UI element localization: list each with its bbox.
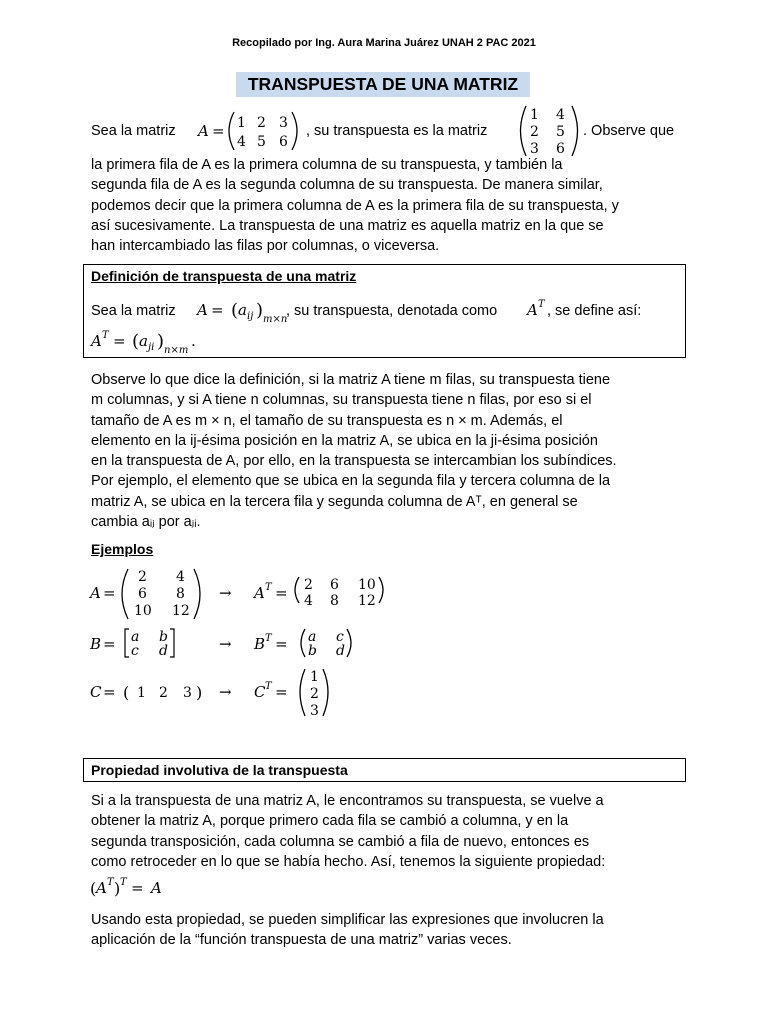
ex-Ct-r1: 2 [310, 686, 319, 702]
svg-text:T: T [107, 877, 114, 888]
observe-line: matriz A, se ubica en la tercera fila y segunda columna de Aᵀ, en general se [91, 493, 578, 510]
svg-text:=: = [113, 332, 126, 350]
ex-Ct-r2: 3 [310, 703, 319, 719]
observe-line: tamaño de A es m × n, el tamaño de su transpuesta es n × m. Además, el [91, 412, 563, 429]
svg-text:A: A [91, 332, 102, 350]
svg-text:): ) [157, 331, 165, 352]
svg-text:→: → [219, 683, 232, 701]
observe-line: m columnas, y si A tiene n columnas, su transpuesta tiene n filas, por eso si el [91, 392, 592, 409]
svg-text:A: A [254, 584, 265, 602]
closing-line: Usando esta propiedad, se pueden simplificar las expresiones que involucren la [91, 912, 604, 928]
observe-line: Por ejemplo, el elemento que se ubica en la segunda fila y tercera columna de la [91, 473, 611, 490]
property-line: Si a la transpuesta de una matriz A, le encontramos su transpuesta, se vuelve a [91, 793, 604, 809]
svg-text:A: A [151, 879, 162, 897]
svg-text:C: C [254, 683, 266, 701]
property-line: segunda transposición, cada columna se cambió a fila de nuevo, entonces es [91, 833, 590, 850]
ex-A-r1c1: 8 [176, 586, 185, 602]
intro-A-r1c1: 5 [257, 134, 266, 150]
definition-box [83, 264, 686, 358]
svg-text:(: ( [231, 300, 239, 321]
intro-At-r2c0: 3 [530, 141, 539, 157]
svg-text:A: A [90, 584, 101, 602]
ex-At-r1c2: 12 [358, 593, 376, 609]
ex-C-c1: 2 [159, 685, 168, 701]
closing-line: aplicación de la “función transpuesta de una matriz” varias veces. [91, 932, 512, 949]
intro-line: han intercambiado las filas por columnas, o viceversa. [91, 238, 440, 255]
property-box [83, 758, 686, 782]
definition-line1-tail: , se define así: [547, 303, 642, 319]
svg-text:A: A [197, 301, 208, 319]
ex-At-r0c0: 2 [304, 577, 313, 593]
ex-Ct-r0: 1 [310, 669, 319, 685]
observe-line: Observe lo que dice la definición, si la matriz A tiene m filas, su transpuesta tiene [91, 372, 611, 388]
svg-text:B: B [90, 635, 102, 653]
svg-text:=: = [103, 635, 116, 653]
svg-text:=: = [211, 301, 224, 319]
ex-B-r1c1: d [159, 643, 168, 659]
svg-text:n×m: n×m [164, 345, 189, 356]
examples-math [86, 565, 406, 725]
svg-text:=: = [275, 635, 288, 653]
ex-Bt-r1c0: b [308, 643, 317, 659]
svg-text:=: = [103, 584, 116, 602]
definition-line1-lead: Sea la matriz [91, 303, 176, 319]
intro-At-r0c1: 4 [556, 107, 565, 123]
intro-A-r0c2: 3 [279, 115, 288, 131]
svg-text:): ) [256, 300, 264, 321]
svg-text:T: T [538, 299, 545, 310]
ex-At-r0c2: 10 [358, 577, 376, 593]
property-paragraph [91, 791, 678, 872]
svg-text:a: a [139, 332, 148, 350]
intro-mid: , su transpuesta es la matriz [306, 123, 488, 139]
intro-tail: . Observe que [583, 123, 675, 139]
svg-text:T: T [102, 330, 109, 341]
examples-heading: Ejemplos [91, 541, 154, 557]
intro-line: podemos decir que la primera columna de A es la primera fila de su transpuesta, y [91, 197, 619, 214]
svg-text:B: B [254, 635, 266, 653]
svg-text:ji: ji [148, 342, 155, 353]
ex-A-r0c1: 4 [176, 569, 185, 585]
ex-Bt-r0c1: c [336, 629, 344, 645]
intro-equation-A [196, 108, 304, 154]
svg-text:.: . [191, 332, 196, 350]
svg-text:→: → [219, 635, 232, 653]
svg-text:(: ( [123, 683, 130, 702]
intro-A-r1c2: 6 [279, 134, 288, 150]
property-line: como retroceder en lo que se había hecho. Así, tenemos la siguiente propiedad: [91, 853, 606, 870]
intro-matrix-At [516, 104, 582, 158]
svg-text:A: A [198, 122, 209, 140]
property-formula [89, 876, 179, 902]
ex-A-r2c1: 12 [172, 603, 190, 619]
svg-text:A: A [527, 301, 538, 319]
page-title: TRANSPUESTA DE UNA MATRIZ [236, 72, 530, 97]
intro-lead: Sea la matriz [91, 123, 176, 139]
definition-line1-mid: , su transpuesta, denotada como [286, 303, 498, 319]
intro-At-r1c1: 5 [556, 124, 565, 140]
observe-line: en la transpuesta de A, por ello, en la transpuesta se intercambian los subíndices. [91, 453, 617, 470]
ex-C-c0: 1 [137, 685, 146, 701]
svg-text:(: ( [90, 879, 97, 898]
svg-text:T: T [120, 877, 127, 888]
ex-A-r2c0: 10 [134, 603, 152, 619]
svg-text:): ) [114, 879, 121, 898]
svg-text:m×n: m×n [263, 314, 288, 325]
intro-paragraph [91, 155, 678, 256]
ex-At-r1c1: 8 [330, 593, 339, 609]
svg-text:): ) [196, 683, 203, 702]
ex-B-r1c0: c [131, 643, 139, 659]
svg-text:(: ( [132, 331, 140, 352]
svg-text:C: C [90, 683, 102, 701]
page-header: Recopilado por Ing. Aura Marina Juárez UNAH 2 PAC 2021 [232, 37, 536, 49]
svg-text:ij: ij [247, 311, 254, 322]
observe-line: cambia aᵢⱼ por aⱼᵢ. [91, 514, 201, 531]
ex-B-r0c0: a [131, 629, 140, 645]
svg-text:a: a [238, 301, 247, 319]
svg-text:=: = [103, 683, 116, 701]
observe-line: elemento en la ij-ésima posición en la matriz A, se ubica en la ji-ésima posición [91, 432, 598, 449]
intro-A-r0c1: 2 [257, 115, 266, 131]
property-line: obtener la matriz A, porque primero cada fila se cambió a columna, y en la [91, 813, 569, 830]
definition-formula [90, 329, 220, 357]
property-heading: Propiedad involutiva de la transpuesta [91, 762, 348, 778]
observe-paragraph [91, 370, 678, 532]
svg-text:=: = [275, 584, 288, 602]
ex-C-c2: 3 [183, 685, 192, 701]
definition-heading: Definición de transpuesta de una matriz [91, 268, 357, 284]
svg-text:T: T [265, 633, 272, 644]
ex-B-r0c1: b [159, 629, 168, 645]
ex-Bt-r0c0: a [308, 629, 317, 645]
svg-text:T: T [265, 681, 272, 692]
ex-At-r1c0: 4 [304, 593, 313, 609]
svg-text:→: → [219, 584, 232, 602]
intro-At-r2c1: 6 [556, 141, 565, 157]
svg-text:T: T [265, 582, 272, 593]
intro-At-r1c0: 2 [530, 124, 539, 140]
ex-A-r1c0: 6 [138, 586, 147, 602]
ex-At-r0c1: 6 [330, 577, 339, 593]
svg-text:=: = [131, 879, 144, 897]
ex-Bt-r1c1: d [336, 643, 345, 659]
intro-A-r1c0: 4 [237, 134, 246, 150]
svg-text:=: = [275, 683, 288, 701]
intro-line: así sucesivamente. La transpuesta de una matriz es aquella matriz en la que se [91, 217, 604, 234]
closing-paragraph [91, 910, 678, 951]
svg-text:=: = [212, 122, 225, 140]
intro-line: la primera fila de A es la primera columna de su transpuesta, y también la [91, 157, 563, 173]
intro-A-r0c0: 1 [237, 115, 246, 131]
intro-At-r0c0: 1 [530, 107, 539, 123]
intro-line: segunda fila de A es la segunda columna de su transpuesta. De manera similar, [91, 177, 603, 194]
definition-AT-symbol [526, 297, 548, 321]
ex-A-r0c0: 2 [138, 569, 147, 585]
svg-text:A: A [96, 879, 107, 897]
definition-matrix-A [196, 297, 288, 327]
